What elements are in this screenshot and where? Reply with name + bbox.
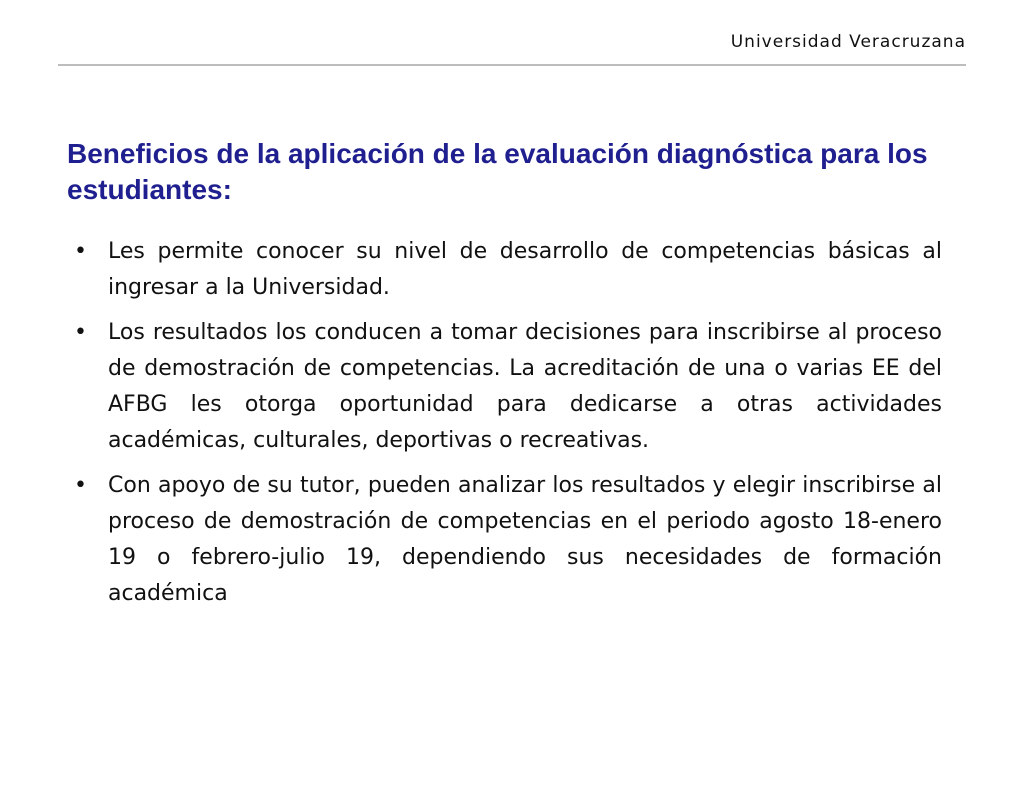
bullet-text: Los resultados los conducen a tomar decisiones para inscribirse al proceso de demostración de competencias. La acreditación de una o varias EE del AFBG les otorga oportunidad para dedicarse a otras actividades académicas, culturales, deportivas o recreativas. (108, 320, 942, 453)
bullet-list (72, 234, 942, 621)
slide-title: Beneficios de la aplicación de la evaluación diagnóstica para los estudiantes: (67, 138, 928, 205)
header-divider (58, 64, 966, 66)
institution-name: Universidad Veracruzana (730, 32, 966, 52)
bullet-icon: • (74, 239, 87, 264)
bullet-item (72, 315, 942, 459)
bullet-item (72, 234, 942, 306)
bullet-text: Con apoyo de su tutor, pueden analizar los resultados y elegir inscribirse al proceso de demostración de competencias en el periodo agosto 18-enero 19 o febrero-julio 19, dependiendo sus necesidades de formación académica (108, 473, 942, 606)
bullet-icon: • (74, 473, 87, 498)
bullet-item (72, 468, 942, 612)
bullet-text: Les permite conocer su nivel de desarrollo de competencias básicas al ingresar a la Universidad. (108, 239, 942, 300)
bullet-icon: • (74, 320, 87, 345)
